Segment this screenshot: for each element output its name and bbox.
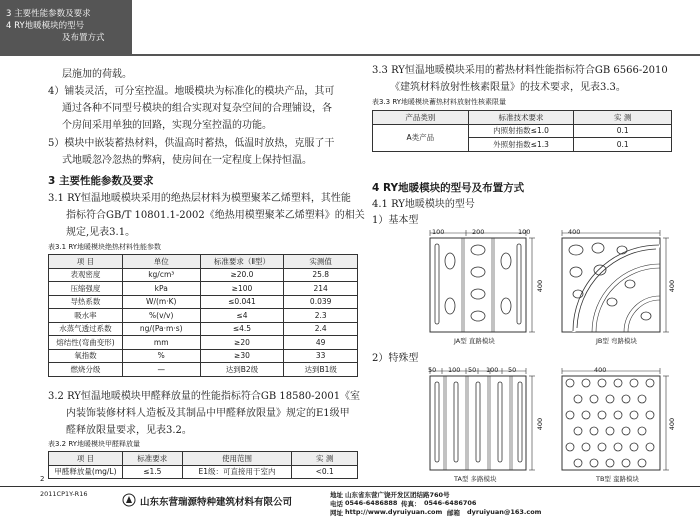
tb-hole xyxy=(646,443,654,451)
table-cell: ≤4 xyxy=(200,309,284,323)
table-cell: 达到B1级 xyxy=(284,363,358,377)
table-cell: ≥30 xyxy=(200,349,284,363)
table-row xyxy=(49,349,358,363)
tb-module-diagram xyxy=(556,366,676,478)
section-3-1-line-2: 指标符合GB/T 10801.1-2002《绝热用模塑聚苯乙烯塑料》的相关 xyxy=(66,210,365,221)
section-4-1-heading: 4.1 RY地暖模块的型号 xyxy=(372,199,475,210)
table-cell: — xyxy=(122,363,200,377)
tb-hole xyxy=(630,379,638,387)
table-row xyxy=(49,282,358,296)
tb-hole xyxy=(606,459,614,467)
table-cell: ≥100 xyxy=(200,282,284,296)
table-cell: 燃烧分级 xyxy=(49,363,123,377)
tb-hole xyxy=(598,443,606,451)
tb-hole xyxy=(566,411,574,419)
ta-caption: TA型 多路模块 xyxy=(454,475,497,483)
table-header-row xyxy=(373,111,672,125)
item-4-line-1: 4）铺装灵活，可分室控温。地暖模块为标准化的模块产品，其可 xyxy=(48,86,335,97)
table-header-row xyxy=(49,452,358,466)
tb-hole xyxy=(630,411,638,419)
tb-hole xyxy=(590,459,598,467)
tb-hole xyxy=(598,379,606,387)
fax-label: 传真： xyxy=(401,500,421,508)
table-cell: %(v/v) xyxy=(122,309,200,323)
table-cell: 0.039 xyxy=(284,295,358,309)
dimension-50: 50 xyxy=(468,366,477,374)
table-row xyxy=(373,124,672,138)
table-cell: A类产品 xyxy=(373,124,469,151)
tb-hole xyxy=(614,379,622,387)
tb-hole xyxy=(574,459,582,467)
table-cell: 甲醛释放量(mg/L) xyxy=(49,465,123,479)
column-header: 标准技术要求 xyxy=(468,111,574,125)
section-3-1-line-3: 规定,见表3.1。 xyxy=(66,227,136,238)
dimension-400: 400 xyxy=(668,417,677,431)
table-cell: mm xyxy=(122,336,200,350)
website-label: 网址 xyxy=(330,509,343,517)
tb-hole xyxy=(614,411,622,419)
tb-hole xyxy=(606,427,614,435)
table-cell: kg/cm³ xyxy=(122,268,200,282)
section-3-2-line-1: 3.2 RY恒温地暖模块甲醛释放量的性能指标符合GB 18580-2001《室 xyxy=(48,391,361,402)
table-cell: 2.3 xyxy=(284,309,358,323)
column-header: 标准要求（Ⅱ型） xyxy=(200,255,284,269)
ta-module-diagram xyxy=(422,366,545,478)
ja-caption: JA型 直路模块 xyxy=(454,337,495,345)
dimension-100: 100 xyxy=(432,228,445,236)
tb-hole xyxy=(590,427,598,435)
column-header: 产品类别 xyxy=(373,111,469,125)
dimension-400: 400 xyxy=(568,228,581,236)
tb-hole xyxy=(598,411,606,419)
paragraph-continuation: 层施加的荷载。 xyxy=(62,69,132,80)
table-3-1 xyxy=(48,254,358,377)
table-cell: 达到B2级 xyxy=(200,363,284,377)
dimension-400: 400 xyxy=(536,417,545,431)
item-4-line-2: 通过各种不同型号模块的组合实现对复杂空间的合理铺设，各 xyxy=(62,103,332,114)
item-5-line-2: 式地暖忽冷忽热的弊病，使房间在一定程度上保持恒温。 xyxy=(62,155,312,166)
page-header xyxy=(0,0,700,56)
section-3-2-line-2: 内装饰装修材料人造板及其制品中甲醛释放限量》规定的E1级甲 xyxy=(66,408,350,419)
section-3-3-line-1: 3.3 RY恒温地暖模块采用的蓄热材料性能指标符合GB 6566-2010 xyxy=(372,65,668,76)
table-row xyxy=(49,322,358,336)
tb-hole xyxy=(614,443,622,451)
tb-hole xyxy=(566,443,574,451)
column-header: 使用范围 xyxy=(182,452,292,466)
table-cell: ≥20.0 xyxy=(200,268,284,282)
email-link[interactable]: dyruiyuan@163.com xyxy=(467,508,542,516)
dimension-200: 200 xyxy=(472,228,485,236)
email-label: 邮箱 xyxy=(447,509,460,517)
table-cell: ≤0.041 xyxy=(200,295,284,309)
tb-hole xyxy=(622,459,630,467)
table-row xyxy=(49,363,358,377)
header-rule xyxy=(132,54,700,56)
page-number: 2 xyxy=(40,475,45,483)
column-header: 实测值 xyxy=(284,255,358,269)
fax-value: 0546-6486706 xyxy=(424,499,477,507)
phone-value: 0546-6486888 xyxy=(345,499,398,507)
table-cell: 表观密度 xyxy=(49,268,123,282)
section-3-3-line-2: 《建筑材料放射性核素限量》的技术要求，见表3.3。 xyxy=(390,82,626,93)
basic-type-label: 1）基本型 xyxy=(372,215,419,226)
table-cell: 吸水率 xyxy=(49,309,123,323)
tb-hole xyxy=(582,379,590,387)
column-header: 实 测 xyxy=(292,452,358,466)
header-line-3: 及布置方式 xyxy=(62,33,105,43)
table-cell: 外照射指数≤1.3 xyxy=(468,138,574,152)
dimension-400: 400 xyxy=(536,279,545,293)
table-3-2-caption: 表3.2 RY地暖模块甲醛释放量 xyxy=(48,440,141,448)
tb-hole xyxy=(630,443,638,451)
table-cell: 水蒸气透过系数 xyxy=(49,322,123,336)
table-cell: 熔结性(弯曲变形) xyxy=(49,336,123,350)
address-value: 山东省东营广饶开发区团结路760号 xyxy=(345,491,450,499)
table-3-1-caption: 表3.1 RY地暖模块绝热材料性能参数 xyxy=(48,243,162,251)
column-header: 实 测 xyxy=(574,111,672,125)
table-cell: ≤4.5 xyxy=(200,322,284,336)
table-cell: ng/(Pa·m·s) xyxy=(122,322,200,336)
table-row xyxy=(49,465,358,479)
address-label: 地址 xyxy=(330,491,343,499)
tb-hole xyxy=(646,411,654,419)
dimension-50: 50 xyxy=(428,366,437,374)
tb-hole xyxy=(606,395,614,403)
tb-hole xyxy=(590,395,598,403)
doc-code: 2011CP1Y-R16 xyxy=(40,490,88,498)
dimension-100: 100 xyxy=(518,228,531,236)
table-cell: ≥20 xyxy=(200,336,284,350)
tb-caption: TB型 蛮路模块 xyxy=(596,475,639,483)
table-cell: 0.1 xyxy=(574,138,672,152)
table-cell: ≤1.5 xyxy=(122,465,182,479)
section-3-1-line-1: 3.1 RY恒温地暖模块采用的绝热层材料为模塑聚苯乙烯塑料，其性能 xyxy=(48,193,351,204)
dimension-400: 400 xyxy=(594,366,607,374)
tb-hole xyxy=(622,395,630,403)
table-cell: <0.1 xyxy=(292,465,358,479)
dimension-50: 50 xyxy=(508,366,517,374)
item-4-line-3: 个房间采用单独的回路，实现分室控温的功能。 xyxy=(62,120,272,131)
tb-hole xyxy=(566,379,574,387)
table-3-3-caption: 表3.3 RY地暖模块蓄热材料放射性核素限量 xyxy=(372,98,507,106)
table-3-3 xyxy=(372,110,672,152)
company-name: 山东东营瑞源特种建筑材料有限公司 xyxy=(140,497,293,508)
table-cell: kPa xyxy=(122,282,200,296)
table-row xyxy=(49,336,358,350)
tb-hole xyxy=(638,395,646,403)
table-cell: W/(m·K) xyxy=(122,295,200,309)
table-cell: 25.8 xyxy=(284,268,358,282)
table-cell: 214 xyxy=(284,282,358,296)
section-3-heading: 3 主要性能参数及要求 xyxy=(48,175,154,187)
tb-hole xyxy=(638,459,646,467)
column-header: 项 目 xyxy=(49,452,123,466)
table-3-2 xyxy=(48,451,358,479)
table-header-row xyxy=(49,255,358,269)
table-row xyxy=(49,309,358,323)
dimension-100: 100 xyxy=(448,366,461,374)
tb-hole xyxy=(574,427,582,435)
special-type-label: 2）特殊型 xyxy=(372,353,419,364)
table-cell: 2.4 xyxy=(284,322,358,336)
table-cell: % xyxy=(122,349,200,363)
column-header: 单位 xyxy=(122,255,200,269)
dimension-100: 100 xyxy=(486,366,499,374)
company-logo xyxy=(122,492,136,511)
table-cell: 49 xyxy=(284,336,358,350)
column-header: 项 目 xyxy=(49,255,123,269)
ja-module-diagram xyxy=(422,228,545,340)
header-line-2: 4 RY地暖模块的型号 xyxy=(6,21,85,31)
column-header: 标准要求 xyxy=(122,452,182,466)
header-line-1: 3 主要性能参数及要求 xyxy=(6,9,91,19)
tb-hole xyxy=(638,427,646,435)
table-cell: E1级：可直接用于室内 xyxy=(182,465,292,479)
jb-module-diagram xyxy=(556,228,676,340)
table-cell: 0.1 xyxy=(574,124,672,138)
footer-rule xyxy=(0,486,700,487)
dimension-400: 400 xyxy=(668,279,677,293)
table-row xyxy=(49,295,358,309)
table-row xyxy=(49,268,358,282)
table-cell: 内照射指数≤1.0 xyxy=(468,124,574,138)
item-5-line-1: 5）模块中嵌装蓄热材料，供温高时蓄热，低温时放热，克服了干 xyxy=(48,138,335,149)
website-link[interactable]: http://www.dyruiyuan.com xyxy=(345,508,443,516)
table-cell: 压缩强度 xyxy=(49,282,123,296)
table-cell: 33 xyxy=(284,349,358,363)
tb-hole xyxy=(622,427,630,435)
section-3-2-line-3: 醛释放限量要求，见表3.2。 xyxy=(66,425,192,436)
tb-hole xyxy=(582,411,590,419)
tb-hole xyxy=(582,443,590,451)
section-4-heading: 4 RY地暖模块的型号及布置方式 xyxy=(372,182,525,194)
jb-caption: JB型 弯路模块 xyxy=(596,337,637,345)
table-cell: 氧指数 xyxy=(49,349,123,363)
tb-hole xyxy=(574,395,582,403)
table-cell: 导热系数 xyxy=(49,295,123,309)
phone-label: 电话 xyxy=(330,500,343,508)
tb-hole xyxy=(646,379,654,387)
